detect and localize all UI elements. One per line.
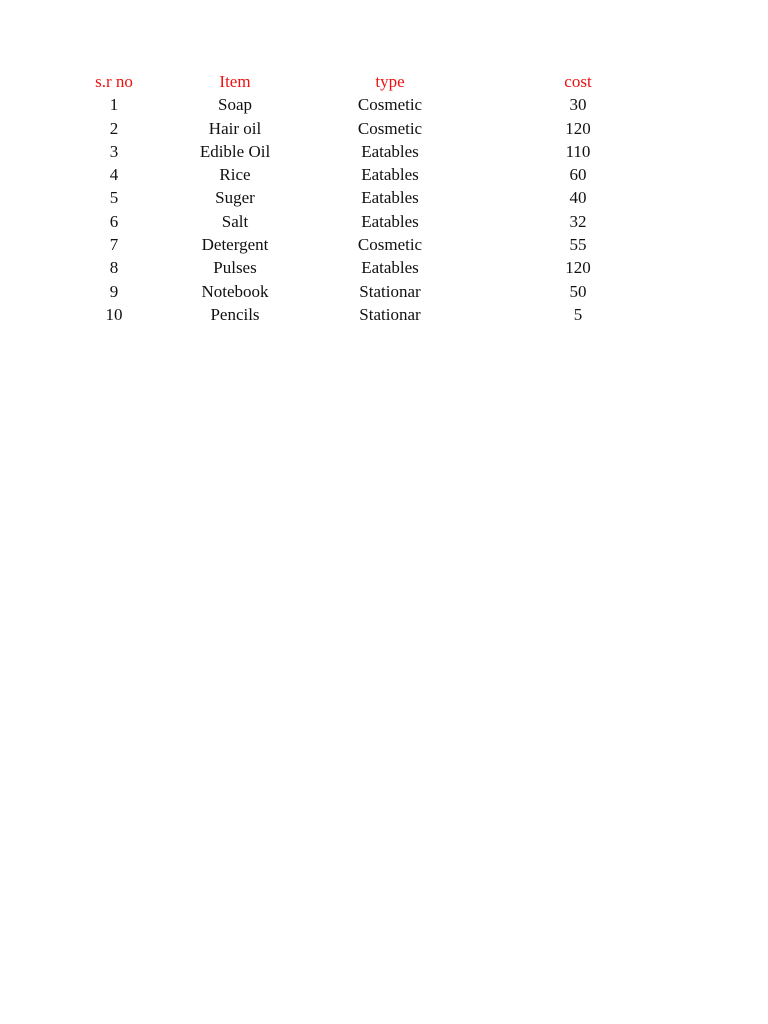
cell-cost: 55 — [569, 235, 587, 255]
cell-item: Suger — [215, 188, 255, 208]
cell-item: Soap — [218, 95, 252, 115]
cell-cost: 60 — [569, 165, 587, 185]
cell-item: Hair oil — [208, 118, 262, 138]
header-srno: s.r no — [95, 72, 133, 91]
cell-type: Cosmetic — [357, 118, 423, 138]
cell-cost: 30 — [569, 95, 587, 115]
cell-type: Eatables — [361, 211, 419, 231]
cell-srno: 3 — [109, 141, 119, 161]
cell-item: Rice — [219, 165, 251, 185]
cell-type: Stationar — [359, 281, 421, 301]
table-row — [57, 233, 675, 256]
cell-cost: 50 — [569, 281, 587, 301]
cell-cost: 110 — [565, 141, 591, 161]
cell-srno: 4 — [109, 165, 119, 185]
items-table — [57, 70, 675, 326]
cell-srno: 6 — [109, 211, 119, 231]
table-row — [57, 280, 675, 303]
cell-item: Detergent — [201, 235, 269, 255]
cell-type: Cosmetic — [357, 235, 423, 255]
cell-cost: 40 — [569, 188, 587, 208]
table-row — [57, 186, 675, 209]
cell-srno: 8 — [109, 258, 119, 278]
table-row — [57, 256, 675, 279]
cell-srno: 5 — [109, 188, 119, 208]
table-row — [57, 163, 675, 186]
cell-type: Eatables — [361, 258, 419, 278]
table-row — [57, 117, 675, 140]
cell-srno: 2 — [109, 118, 119, 138]
cell-srno: 10 — [105, 304, 123, 324]
cell-item: Pencils — [210, 304, 260, 324]
cell-item: Edible Oil — [199, 141, 271, 161]
cell-cost: 120 — [565, 118, 591, 138]
table-row — [57, 93, 675, 116]
cell-item: Pulses — [213, 258, 257, 278]
cell-type: Eatables — [361, 188, 419, 208]
cell-type: Stationar — [359, 304, 421, 324]
header-cost: cost — [564, 72, 592, 91]
table-row — [57, 210, 675, 233]
header-row — [57, 70, 675, 93]
header-type: type — [375, 72, 405, 91]
cell-item: Notebook — [201, 281, 269, 301]
table-row — [57, 303, 675, 326]
cell-type: Cosmetic — [357, 95, 423, 115]
cell-srno: 1 — [109, 95, 119, 115]
cell-type: Eatables — [361, 141, 419, 161]
header-item: Item — [219, 72, 251, 91]
cell-srno: 7 — [109, 235, 119, 255]
cell-cost: 32 — [569, 211, 587, 231]
table-row — [57, 140, 675, 163]
cell-srno: 9 — [109, 281, 119, 301]
cell-item: Salt — [221, 211, 249, 231]
cell-cost: 120 — [565, 258, 591, 278]
cell-type: Eatables — [361, 165, 419, 185]
cell-cost: 5 — [573, 304, 583, 324]
